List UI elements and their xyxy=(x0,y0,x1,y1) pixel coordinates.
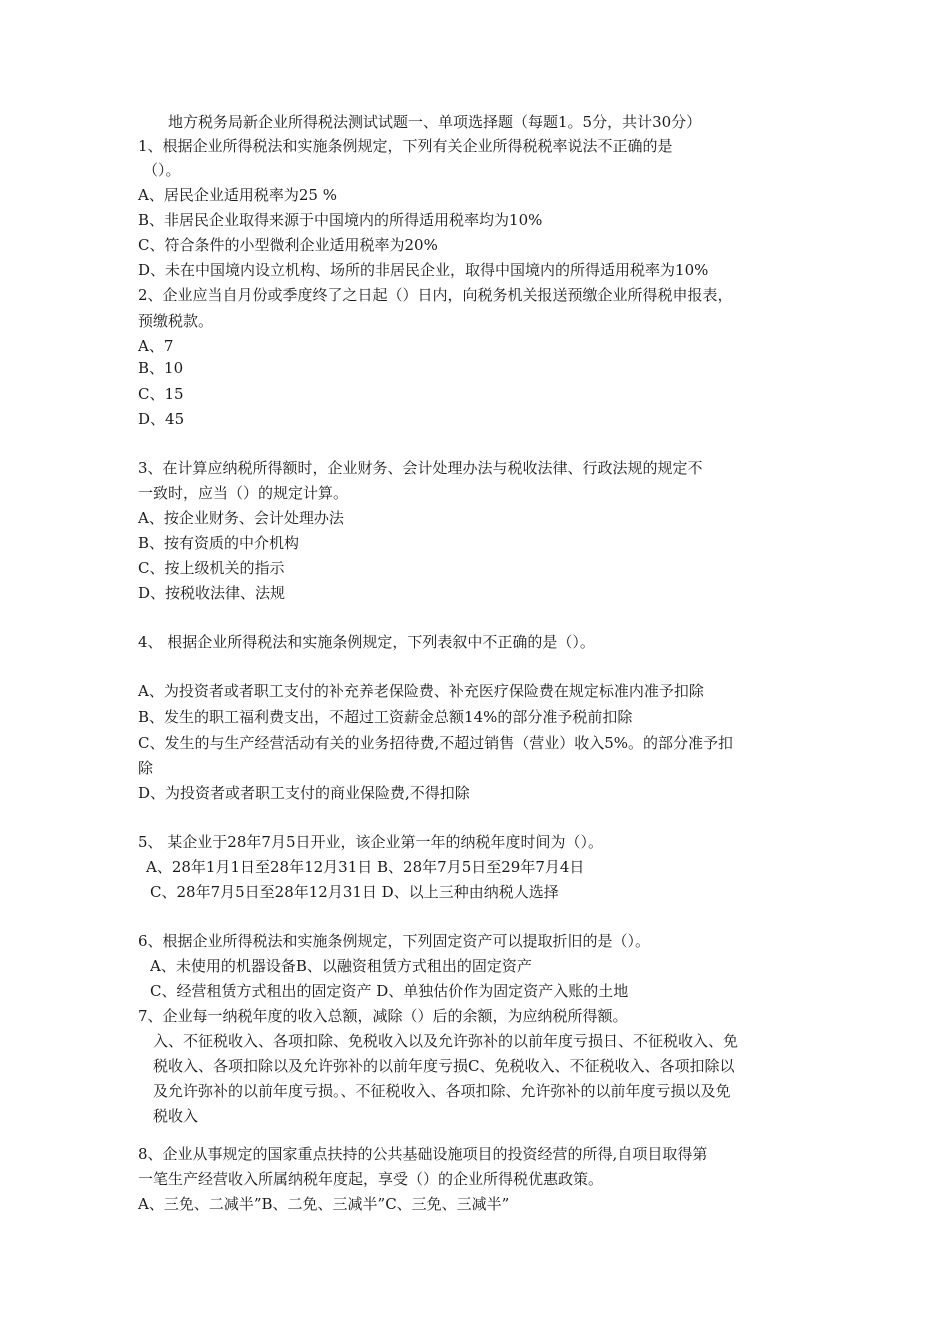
question-2-stem-cont: 预缴税款。 xyxy=(138,312,214,330)
question-2-option-b: B、10 xyxy=(138,359,184,377)
question-7-body-4: 税收入 xyxy=(153,1107,199,1125)
question-5-stem: 5、 某企业于28年7月5日开业，该企业第一年的纳税年度时间为（）。 xyxy=(138,833,603,851)
question-1-option-a: A、居民企业适用税率为25 % xyxy=(138,186,337,204)
question-4-option-d: D、为投资者或者职工支付的商业保险费,不得扣除 xyxy=(138,784,470,802)
question-4-option-a: A、为投资者或者职工支付的补充养老保险费、补充医疗保险费在规定标准内准予扣除 xyxy=(138,682,704,700)
question-7-stem: 7、企业每一纳税年度的收入总额，减除（）后的余额，为应纳税所得额。 xyxy=(138,1007,628,1025)
question-2-option-d: D、45 xyxy=(138,410,185,428)
question-8-stem-cont: 一笔生产经营收入所属纳税年度起，享受（）的企业所得税优惠政策。 xyxy=(138,1170,604,1188)
question-4-option-b: B、发生的职工福利费支出，不超过工资薪金总额14%的部分准予税前扣除 xyxy=(138,708,633,726)
question-5-options-ab: A、28年1月1日至28年12月31日 B、28年7月5日至29年7月4日 xyxy=(146,858,585,876)
question-3-option-a: A、按企业财务、会计处理办法 xyxy=(138,509,344,527)
question-8-options: A、三免、二减半”B、二免、三减半”C、三免、三减半” xyxy=(138,1195,510,1213)
question-1-stem-cont: （）。 xyxy=(143,161,181,179)
question-3-option-c: C、按上级机关的指示 xyxy=(138,559,285,577)
question-5-options-cd: C、28年7月5日至28年12月31日 D、以上三种由纳税人选择 xyxy=(150,883,559,901)
question-3-stem-cont: 一致时，应当（）的规定计算。 xyxy=(138,484,349,502)
question-1-option-c: C、符合条件的小型微利企业适用税率为20% xyxy=(138,236,438,254)
question-3-option-b: B、按有资质的中介机构 xyxy=(138,534,300,552)
question-6-stem: 6、根据企业所得税法和实施条例规定，下列固定资产可以提取折旧的是（）。 xyxy=(138,932,651,950)
question-6-options-cd: C、经营租赁方式租出的固定资产 D、单独估价作为固定资产入账的土地 xyxy=(150,982,629,1000)
question-4-option-c-cont: 除 xyxy=(138,759,154,777)
question-2-option-a: A、7 xyxy=(138,337,174,355)
question-4-option-c: C、发生的与生产经营活动有关的业务招待费,不超过销售（营业）收入5%。的部分准予扣 xyxy=(138,734,734,752)
question-2-stem: 2、企业应当自月份或季度终了之日起（）日内，向税务机关报送预缴企业所得税申报表， xyxy=(138,286,733,304)
question-7-body-2: 税收入、各项扣除以及允许弥补的以前年度亏损C、免税收入、不征税收入、各项扣除以 xyxy=(153,1057,735,1075)
question-1-stem: 1、根据企业所得税法和实施条例规定，下列有关企业所得税税率说法不正确的是 xyxy=(138,137,673,155)
question-2-option-c: C、15 xyxy=(138,385,184,403)
question-8-stem: 8、企业从事规定的国家重点扶持的公共基础设施项目的投资经营的所得,自项目取得第 xyxy=(138,1145,708,1163)
question-1-option-b: B、非居民企业取得来源于中国境内的所得适用税率均为10% xyxy=(138,211,543,229)
question-7-body-1: 入、不征税收入、各项扣除、免税收入以及允许弥补的以前年度亏损日、不征税收入、免 xyxy=(153,1032,739,1050)
question-1-option-d: D、未在中国境内设立机构、场所的非居民企业，取得中国境内的所得适用税率为10% xyxy=(138,261,709,279)
document-title: 地方税务局新企业所得税法测试试题一、单项选择题（每题1。5分，共计30分） xyxy=(168,113,702,131)
question-3-stem: 3、在计算应纳税所得额时，企业财务、会计处理办法与税收法律、行政法规的规定不 xyxy=(138,459,703,477)
question-7-body-3: 及允许弥补的以前年度亏损。、不征税收入、各项扣除、允许弥补的以前年度亏损以及免 xyxy=(153,1082,731,1100)
question-6-options-ab: A、未使用的机器设备B、以融资租赁方式租出的固定资产 xyxy=(150,957,532,975)
question-4-stem: 4、 根据企业所得税法和实施条例规定，下列表叙中不正确的是（）。 xyxy=(138,633,595,651)
question-3-option-d: D、按税收法律、法规 xyxy=(138,584,286,602)
